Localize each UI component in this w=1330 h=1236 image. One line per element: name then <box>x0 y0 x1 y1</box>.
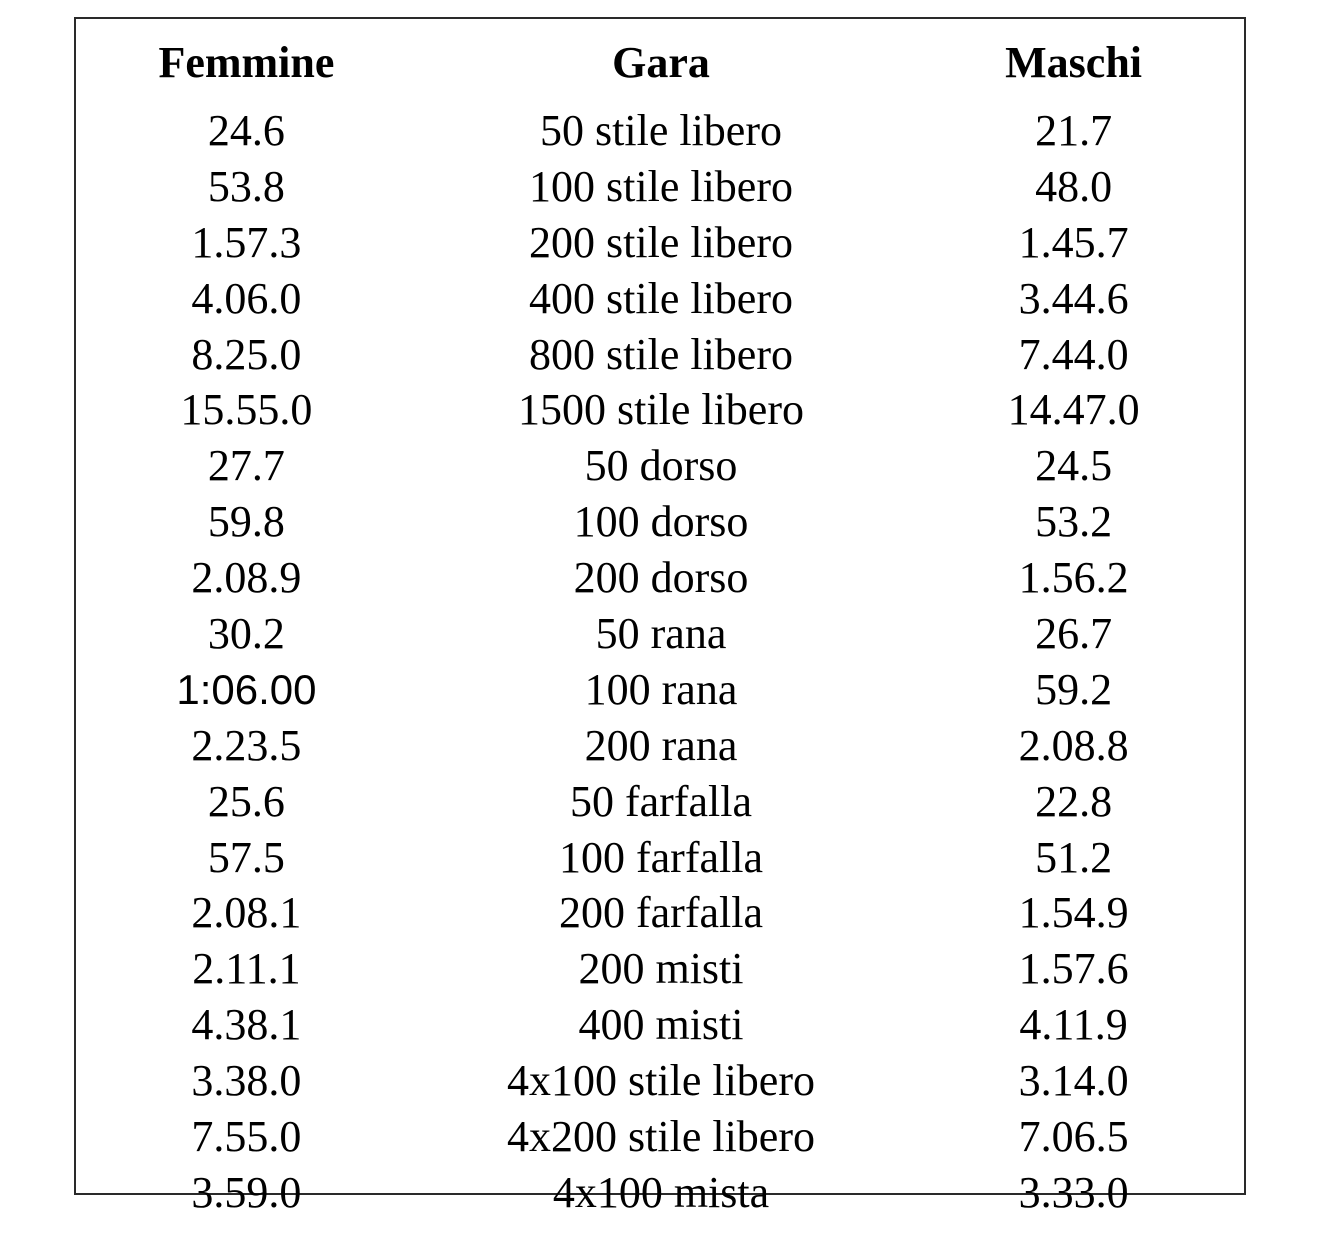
event-name: 50 farfalla <box>570 776 752 826</box>
male-time: 53.2 <box>1035 497 1113 547</box>
female-time: 3.59.0 <box>191 1167 302 1217</box>
event-name: 100 rana <box>584 664 738 714</box>
table-row <box>76 662 1244 718</box>
event-name: 200 dorso <box>573 553 749 603</box>
table-row <box>76 382 1244 438</box>
table-row <box>76 606 1244 662</box>
male-time: 3.44.6 <box>1018 273 1129 323</box>
event-name: 100 farfalla <box>559 832 763 882</box>
female-time: 27.7 <box>207 441 285 491</box>
male-time: 3.14.0 <box>1018 1056 1129 1106</box>
table-row <box>76 997 1244 1053</box>
header-female: Femmine <box>158 38 335 87</box>
female-time: 2.08.1 <box>191 888 302 938</box>
female-time: 2.11.1 <box>192 944 301 994</box>
table-row <box>76 1109 1244 1165</box>
event-name: 200 farfalla <box>559 888 763 938</box>
table-row <box>76 718 1244 774</box>
female-time: 8.25.0 <box>191 329 302 379</box>
table-row <box>76 885 1244 941</box>
records-table <box>74 17 1246 1217</box>
table-row <box>76 103 1244 159</box>
female-time: 4.38.1 <box>191 1000 302 1050</box>
female-time: 1.57.3 <box>191 217 302 267</box>
event-name: 50 rana <box>595 608 727 658</box>
event-name: 200 rana <box>584 720 738 770</box>
female-time: 4.06.0 <box>191 273 302 323</box>
female-time: 15.55.0 <box>180 385 313 435</box>
table-row <box>76 215 1244 271</box>
event-name: 800 stile libero <box>529 329 793 379</box>
male-time: 7.06.5 <box>1018 1111 1129 1161</box>
event-name: 50 stile libero <box>540 105 782 155</box>
event-name: 400 stile libero <box>529 273 793 323</box>
male-time: 14.47.0 <box>1007 385 1140 435</box>
event-name: 100 dorso <box>573 497 749 547</box>
table-row <box>76 1165 1244 1221</box>
male-time: 51.2 <box>1035 832 1113 882</box>
male-time: 1.54.9 <box>1018 888 1129 938</box>
table-row <box>76 830 1244 886</box>
table-row <box>76 327 1244 383</box>
male-time: 48.0 <box>1035 161 1113 211</box>
event-name: 100 stile libero <box>529 161 793 211</box>
male-time: 1.57.6 <box>1018 944 1129 994</box>
female-time: 59.8 <box>207 497 285 547</box>
male-time: 7.44.0 <box>1018 329 1129 379</box>
event-name: 200 stile libero <box>529 217 793 267</box>
table-row <box>76 438 1244 494</box>
table-row <box>76 774 1244 830</box>
male-time: 1.45.7 <box>1018 217 1129 267</box>
male-time: 26.7 <box>1035 608 1113 658</box>
header-row <box>76 38 1244 103</box>
female-time: 2.08.9 <box>191 553 302 603</box>
table-row <box>76 550 1244 606</box>
male-time: 2.08.8 <box>1018 720 1129 770</box>
event-name: 400 misti <box>578 1000 744 1050</box>
male-time: 59.2 <box>1035 664 1113 714</box>
header-event: Gara <box>612 38 710 87</box>
table-grid <box>76 38 1244 1221</box>
female-time: 2.23.5 <box>191 720 302 770</box>
header-male: Maschi <box>1005 38 1143 87</box>
event-name: 50 dorso <box>584 441 738 491</box>
table-row <box>76 941 1244 997</box>
event-name: 200 misti <box>578 944 744 994</box>
female-time: 53.8 <box>207 161 285 211</box>
female-time: 25.6 <box>207 776 285 826</box>
event-name: 4x100 stile libero <box>507 1056 815 1106</box>
male-time: 21.7 <box>1035 105 1113 155</box>
event-name: 1500 stile libero <box>518 385 804 435</box>
female-time: 57.5 <box>207 832 285 882</box>
male-time: 1.56.2 <box>1018 553 1129 603</box>
table-row <box>76 271 1244 327</box>
female-time: 24.6 <box>207 105 285 155</box>
female-time: 7.55.0 <box>191 1111 302 1161</box>
male-time: 22.8 <box>1035 776 1113 826</box>
female-time: 30.2 <box>207 608 285 658</box>
female-time: 3.38.0 <box>191 1056 302 1106</box>
male-time: 3.33.0 <box>1018 1167 1129 1217</box>
table-row <box>76 1053 1244 1109</box>
event-name: 4x100 mista <box>552 1167 770 1217</box>
table-row <box>76 494 1244 550</box>
female-time: 1:06.00 <box>176 665 317 713</box>
male-time: 24.5 <box>1035 441 1113 491</box>
event-name: 4x200 stile libero <box>507 1111 815 1161</box>
male-time: 4.11.9 <box>1019 1000 1128 1050</box>
table-row <box>76 159 1244 215</box>
